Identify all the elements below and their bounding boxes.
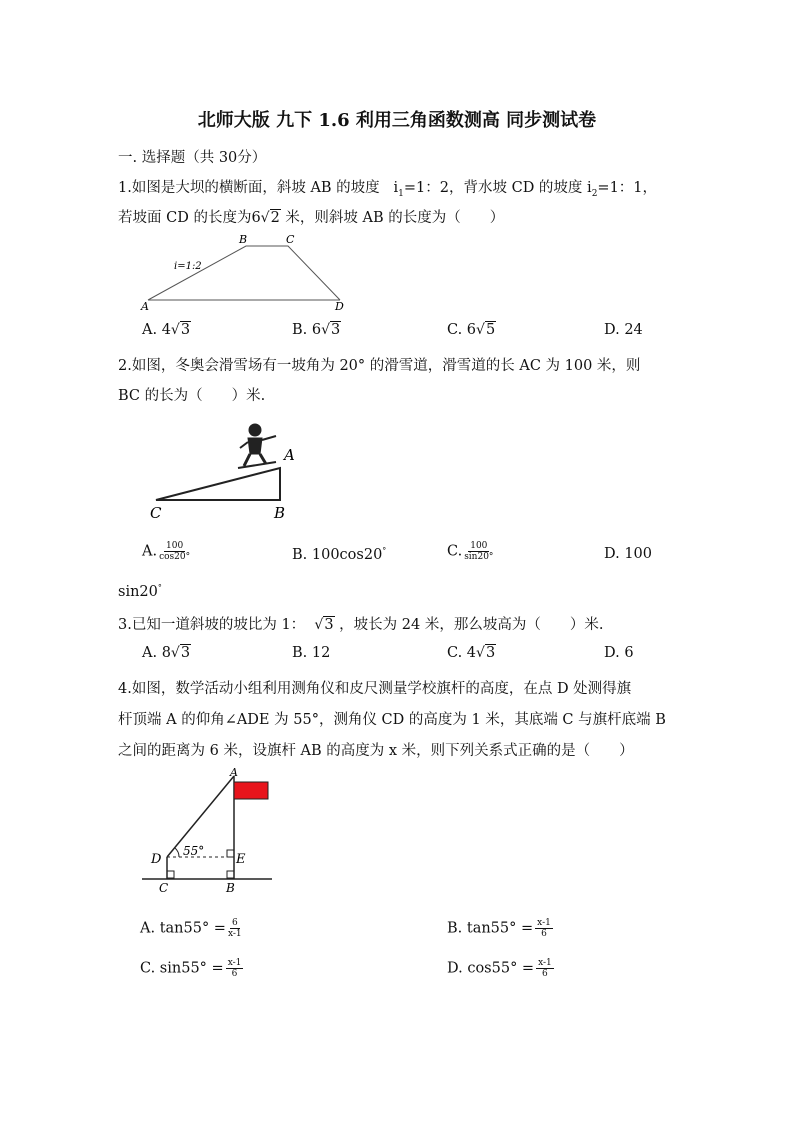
q3-option-c[interactable]: C. 4√3 bbox=[447, 645, 496, 661]
q1-option-d[interactable]: D. 24 bbox=[604, 322, 643, 338]
label-E: E bbox=[236, 852, 246, 867]
q1-line2: 若坡面 CD 的长度为6√2 米，则斜坡 AB 的长度为（ ） bbox=[118, 210, 505, 226]
label-C: C bbox=[150, 504, 162, 522]
q1-option-b[interactable]: B. 6√3 bbox=[292, 322, 341, 338]
q2-line1: 2.如图，冬奥会滑雪场有一坡角为 20° 的滑雪道，滑雪道的长 AC 为 100 米，则 bbox=[118, 358, 641, 374]
skier-icon bbox=[238, 424, 276, 468]
q2-ski-figure bbox=[142, 418, 302, 526]
q3-option-b[interactable]: B. 12 bbox=[292, 645, 331, 661]
angle-arc bbox=[175, 848, 179, 857]
slope-label: i=1:2 bbox=[174, 261, 202, 272]
q1-option-c[interactable]: C. 6√5 bbox=[447, 322, 496, 338]
label-D: D bbox=[151, 852, 162, 867]
q2-line2: BC 的长为（ ）米. bbox=[118, 388, 266, 404]
label-B: B bbox=[226, 881, 235, 895]
q3-option-a[interactable]: A. 8√3 bbox=[142, 645, 191, 661]
right-angle-b bbox=[227, 871, 234, 878]
label-A: A bbox=[284, 446, 295, 464]
q2-option-c[interactable]: C. $\frac{100}{\sin 20^\circ}$ bbox=[447, 541, 494, 562]
label-C: C bbox=[286, 233, 295, 246]
right-angle-e bbox=[227, 850, 234, 857]
q4-option-c[interactable]: C. sin55° = $\frac{x-1}{6}$ bbox=[140, 958, 242, 979]
q1-option-a[interactable]: A. 4√3 bbox=[142, 322, 191, 338]
q2-option-d[interactable]: D. 100 bbox=[604, 546, 653, 562]
flag bbox=[234, 782, 268, 799]
q1-dam-figure bbox=[138, 232, 358, 314]
angle-label: 55° bbox=[183, 844, 205, 858]
q2-option-d-continued: sin20° bbox=[118, 583, 162, 600]
label-B: B bbox=[274, 504, 286, 522]
page-title: 北师大版 九下 1.6 利用三角函数测高 同步测试卷 bbox=[197, 110, 597, 131]
q1-line1: 1.如图是大坝的横断面，斜坡 AB 的坡度 $i_1=1$：2，背水坡 CD 的坡度 $i_2=1$：1， bbox=[118, 180, 658, 199]
q4-option-d[interactable]: D. cos55° = $\frac{x-1}{6}$ bbox=[447, 958, 552, 979]
label-C: C bbox=[159, 881, 169, 895]
right-angle-c bbox=[167, 871, 174, 878]
q2-option-a[interactable]: A. $\frac{100}{\cos 20^\circ}$ bbox=[142, 541, 191, 562]
slope-triangle bbox=[156, 468, 280, 500]
label-B: B bbox=[239, 233, 248, 246]
q2-option-b[interactable]: B. 100cos20° bbox=[292, 546, 387, 563]
q4-line1: 4.如图，数学活动小组利用测角仪和皮尺测量学校旗杆的高度，在点 D 处测得旗 bbox=[118, 681, 632, 697]
q4-option-a[interactable]: A. tan55° = $\frac{6}{x-1}$ bbox=[140, 918, 242, 939]
label-A: A bbox=[141, 300, 149, 313]
q4-option-b[interactable]: B. tan55° = $\frac{x-1}{6}$ bbox=[447, 918, 551, 939]
q3-text: 3.已知一道斜坡的坡比为 1： √3 ，坡长为 24 米，那么坡高为（ ）米. bbox=[118, 617, 604, 633]
dam-outline bbox=[148, 246, 340, 300]
q4-line2: 杆顶端 A 的仰角∠ADE 为 55°，测角仪 CD 的高度为 1 米，其底端 C 与旗杆底端 B bbox=[118, 712, 666, 728]
label-D: D bbox=[335, 300, 344, 313]
section-heading: 一. 选择题（共 30分） bbox=[118, 150, 267, 166]
q4-flagpole-figure bbox=[138, 766, 278, 896]
label-A: A bbox=[230, 766, 238, 779]
q3-option-d[interactable]: D. 6 bbox=[604, 645, 634, 661]
q4-line3: 之间的距离为 6 米，设旗杆 AB 的高度为 x 米，则下列关系式正确的是（ ） bbox=[118, 743, 634, 759]
